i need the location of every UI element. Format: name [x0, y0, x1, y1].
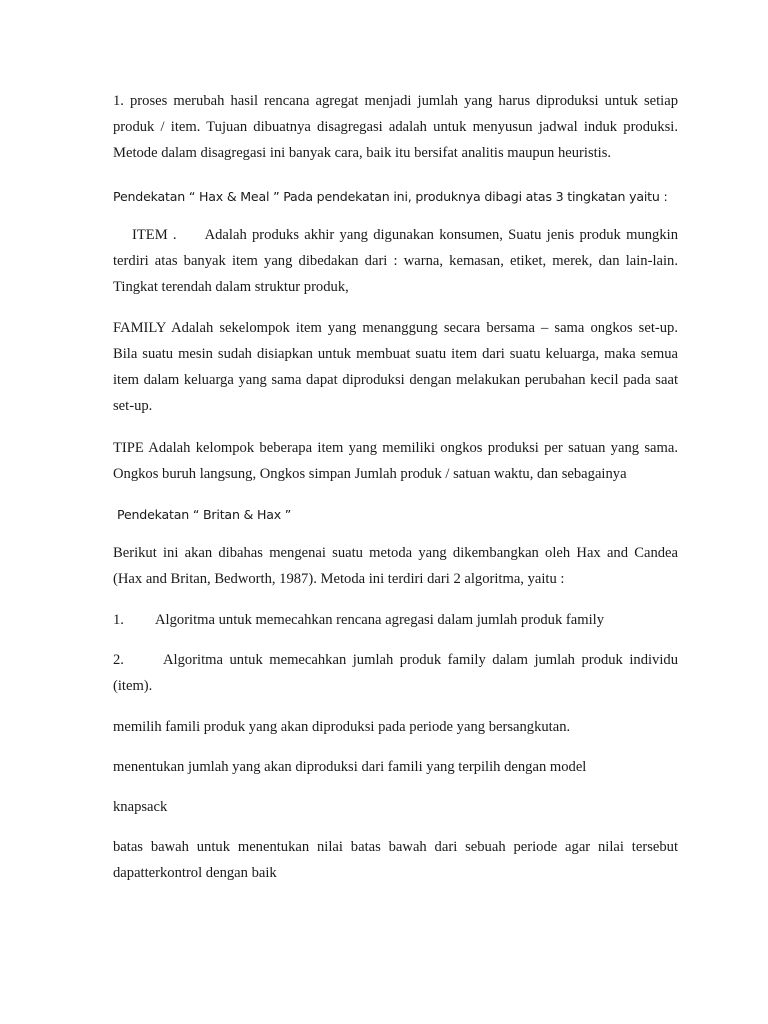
paragraph-intro-algoritma: Berikut ini akan dibahas mengenai suatu metoda yang dikembangkan oleh Hax and Candea (Hax and Britan, Bedworth, 1987). Metoda ini terdiri dari 2 algoritma, yaitu : — [113, 545, 678, 587]
heading-britan-hax: Pendekatan “ Britan & Hax ” — [117, 507, 292, 522]
paragraph-disagregasi: 1. proses merubah hasil rencana agregat menjadi jumlah yang harus diproduksi untuk setiap produk / item. Tujuan dibuatnya disagregasi adalah untuk menyusun jadwal induk produksi. Metode dalam disagregasi ini banyak cara, baik itu bersifat analitis maupun heuristis. — [113, 93, 678, 161]
line-knapsack: knapsack — [113, 799, 168, 815]
list-number: 1. — [113, 612, 124, 628]
list-item — [113, 647, 678, 699]
item-definition: Adalah produks akhir yang digunakan konsumen, Suatu jenis produk mungkin terdiri atas banyak item yang dibedakan dari : warna, kemasan, etiket, merek, dan lain-lain. Tingkat terendah dalam struktur produk, — [113, 227, 679, 295]
list-text: Algoritma untuk memecahkan jumlah produk family dalam jumlah produk individu (item). — [113, 652, 678, 694]
heading-hax-meal: Pendekatan “ Hax & Meal ” Pada pendekatan ini, produknya dibagi atas 3 tingkatan yaitu : — [113, 189, 668, 204]
line-menentukan-jumlah: menentukan jumlah yang akan diproduksi dari famili yang terpilih dengan model — [113, 759, 587, 775]
paragraph-tipe: TIPE Adalah kelompok beberapa item yang memiliki ongkos produksi per satuan yang sama. Ongkos buruh langsung, Ongkos simpan Jumlah produk / satuan waktu, dan sebagainya — [113, 440, 678, 482]
paragraph-batas-bawah: batas bawah untuk menentukan nilai batas bawah dari sebuah periode agar nilai tersebut dapatterkontrol dengan baik — [113, 839, 678, 881]
list-text: Algoritma untuk memecahkan rencana agregasi dalam jumlah produk family — [155, 612, 605, 628]
list-number: 2. — [113, 652, 124, 668]
paragraph-family: FAMILY Adalah sekelompok item yang menanggung secara bersama – sama ongkos set-up. Bila suatu mesin sudah disiapkan untuk membuat suatu item dari suatu keluarga, maka semua item dalam keluarga yang sama dapat diproduksi dengan melakukan perubahan kecil pada saat set-up. — [113, 320, 678, 414]
line-memilih-famili: memilih famili produk yang akan diproduksi pada periode yang bersangkutan. — [113, 719, 571, 735]
paragraph-item — [113, 222, 678, 300]
list-item — [113, 607, 678, 633]
item-term: ITEM . — [132, 227, 177, 243]
